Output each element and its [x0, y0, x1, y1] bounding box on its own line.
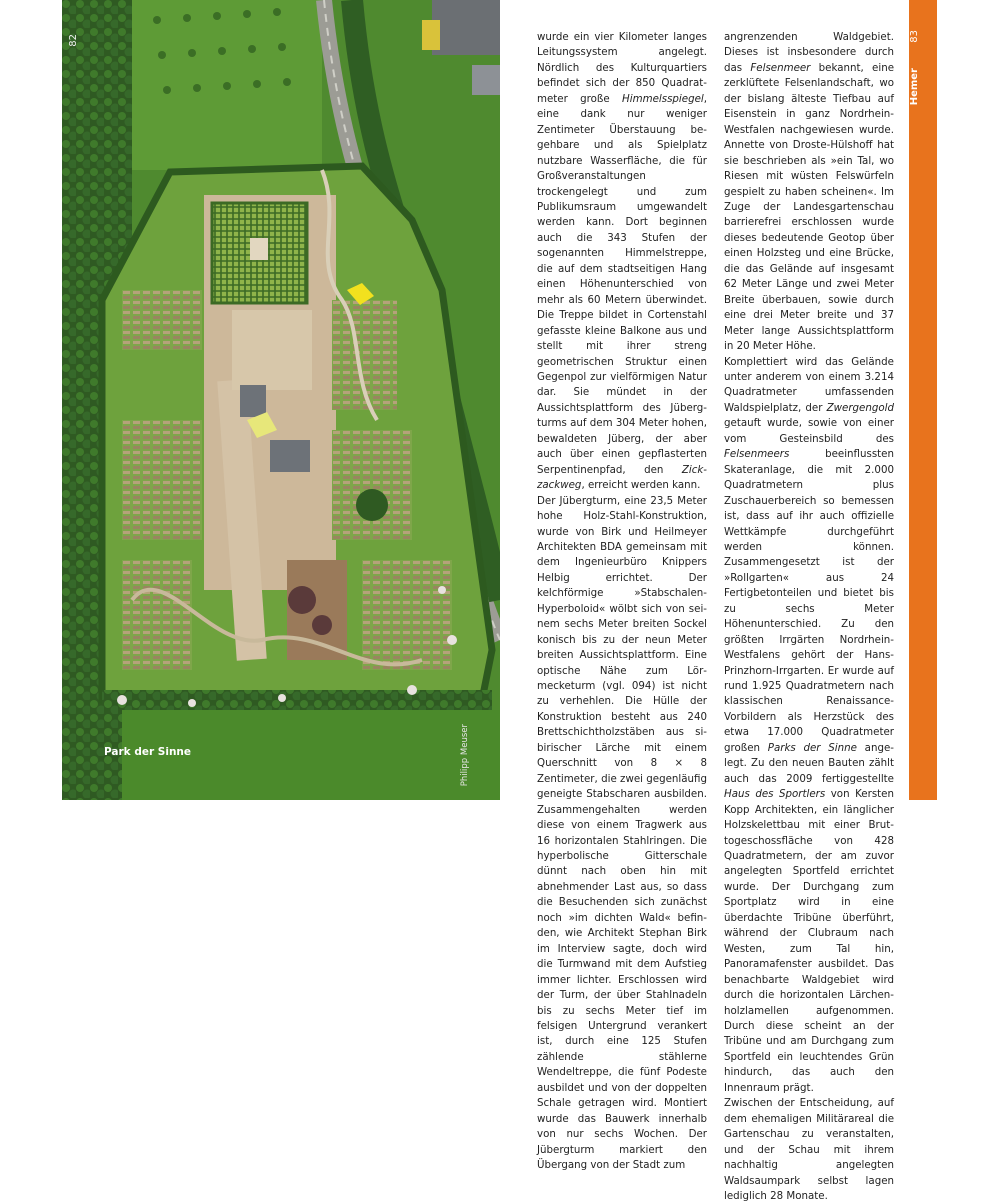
aerial-photo — [62, 0, 500, 800]
photo-caption: Park der Sinne — [104, 746, 192, 758]
section-tab — [909, 0, 937, 800]
photo-credit: Philipp Meuser — [460, 724, 470, 787]
paragraph: angrenzenden Waldgebiet. Dieses ist insbesondere durch das Felsenmeer bekannt, eine zerklüftete Felsenlandschaft, wo der bislang älteste Tiefbau auf Eisenstein in ganz Nordrhein-Westfalen nachgewiesen wurde. Annette von Droste-Hülshoff hat sie beschrieben als »ein Tal, wo Riesen mit wüsten Felswürfeln gespielt zu haben scheinen«. Im Zuge der Landesgartenschau barrierefrei erschlossen wurde dieses bedeutende Geotop über einen Holzsteg und eine Brücke, die das Gelände auf insgesamt 62 Meter Länge und zwei Meter Breite überbauen, sowie durch eine drei Meter breite und 37 Meter lange Aussichtsplattform in 20 Meter Höhe. — [724, 31, 894, 353]
paragraph: Komplettiert wird das Gelände unter anderem von einem 3.214 Quadratmeter umfassenden Waldspielplatz, der Zwergengold getauft wurde, sowie von einer vom Gesteinsbild des Felsenmeers beeinflussten Skateranlage, die mit 2.000 Quadratmetern plus Zuschauerbereich so bemessen ist, dass auf ihr auch offizielle Wettkämpfe durchgeführt werden können. Zusammengesetzt ist der »Rollgarten« aus 24 Fertigbetonteilen und bietet bis zu sechs Meter Höhenunterschied. Zu den größten Irrgärten Nordrhein-Westfalens gehört der Hans-Prinzhorn-Irrgarten. Er wurde auf rund 1.925 Quadratmetern nach klassischen Renaissance-Vorbildern als Herzstück des etwa 17.000 Quadratmeter großen Parks der Sinne angelegt. Zu den neuen Bauten zählt auch das 2009 fertiggestellte Haus des Sportlers von Kersten Kopp Architekten, ein länglicher Holzskelettbau mit einer Bruttogeschossfläche von 428 Quadratmetern, der am zuvor angelegten Sportfeld errichtet wurde. Der Durchgang zum Sportplatz wird in eine überdachte Tribüne überführt, während der Clubraum nach Westen, zum Tal hin, Panoramafenster ausbildet. Das benachbarte Waldgebiet wird durch die horizontalen Lärchenholzlamellen aufgenommen. Durch diese scheint an der Tribüne und am Durchgang zum Sportfeld ein leuchtendes Grün hindurch, das auch den Innenraum prägt. — [724, 355, 894, 1094]
paragraph: wurde ein vier Kilometer langes Leitungssystem angelegt. Nördlich des Kulturquartiers befindet sich der 850 Quadratmeter große Himmelsspiegel, eine dank nur weniger Zentimeter Überstauung begehbare und als Spielplatz nutzbare Wasserfläche, die für Großveranstaltungen trockengelegt und zum Publikumsraum umgewandelt werden kann. Dort beginnen auch die 343 Stufen der sogenannten Himmelstreppe, die auf dem stadtseitigen Hang einen Höhenunterschied von mehr als 60 Metern überwindet. Die Treppe bildet in Cortenstahl gefasste kleine Balkone aus und stellt mit ihrer streng geometrischen Struktur einen Gegenpol zur vielförmigen Natur dar. Sie mündet in der Aussichtsplattform des Jübergturms auf dem 304 Meter hohen, bewaldeten Jüberg, der aber auch über einen gepflasterten Serpentinenpfad, den Zickzackweg, erreicht werden kann. — [537, 31, 707, 492]
paragraph: Zwischen der Entscheidung, auf dem ehemaligen Militärareal die Gartenschau zu veranstalten, und der Schau mit ihrem nachhaltig angelegten Waldsaumpark selbst lagen lediglich 28 Monate. — [724, 1097, 894, 1202]
text-column-2 — [724, 30, 894, 1204]
text-column-1 — [537, 30, 707, 1174]
page-number-right: 83 — [909, 30, 920, 43]
section-title: Hemer — [909, 68, 920, 106]
park-aerial-illustration — [62, 0, 500, 800]
page-number-left: 82 — [68, 34, 79, 47]
paragraph: Der Jübergturm, eine 23,5 Meter hohe Holz-Stahl-Konstruktion, wurde von Birk und Heilmeyer Architekten BDA gemeinsam mit dem Ingenieurbüro Knippers Helbig errichtet. Der kelchförmige »Stabschalen-Hyperboloid« wölbt sich von seinem sechs Meter breiten Sockel konisch bis zu der neun Meter breiten Aussichtsplattform. Eine optische Nähe zum Lörmecketurm (vgl. 094) ist nicht zu verhehlen. Die Hülle der Konstruktion besteht aus 240 Brettschichtholzstäben aus sibirischer Lärche mit einem Querschnitt von 8 × 8 Zentimeter, die zwei gegenläufig geneigte Stabscharen ausbilden. Zusammengehalten werden diese von einem Tragwerk aus 16 horizontalen Stahlringen. Die hyperbolische Gitterschale dünnt nach oben hin mit abnehmender Last aus, so dass die Besuchenden sich zunächst noch »im dichten Wald« befinden, wie Architekt Stephan Birk im Interview sagte, doch wird die Turmwand mit dem Aufstieg immer lichter. Erschlossen wird der Turm, der über Stahlnadeln bis zu sechs Meter tief im felsigen Untergrund verankert ist, durch eine 125 Stufen zählende stählerne Wendeltreppe, die fünf Podeste ausbildet und von der doppelten Schale getragen wird. Montiert wurde das Bauwerk innerhalb von nur sechs Wochen. Der Jübergturm markiert den Übergang von der Stadt zum — [537, 494, 707, 1172]
